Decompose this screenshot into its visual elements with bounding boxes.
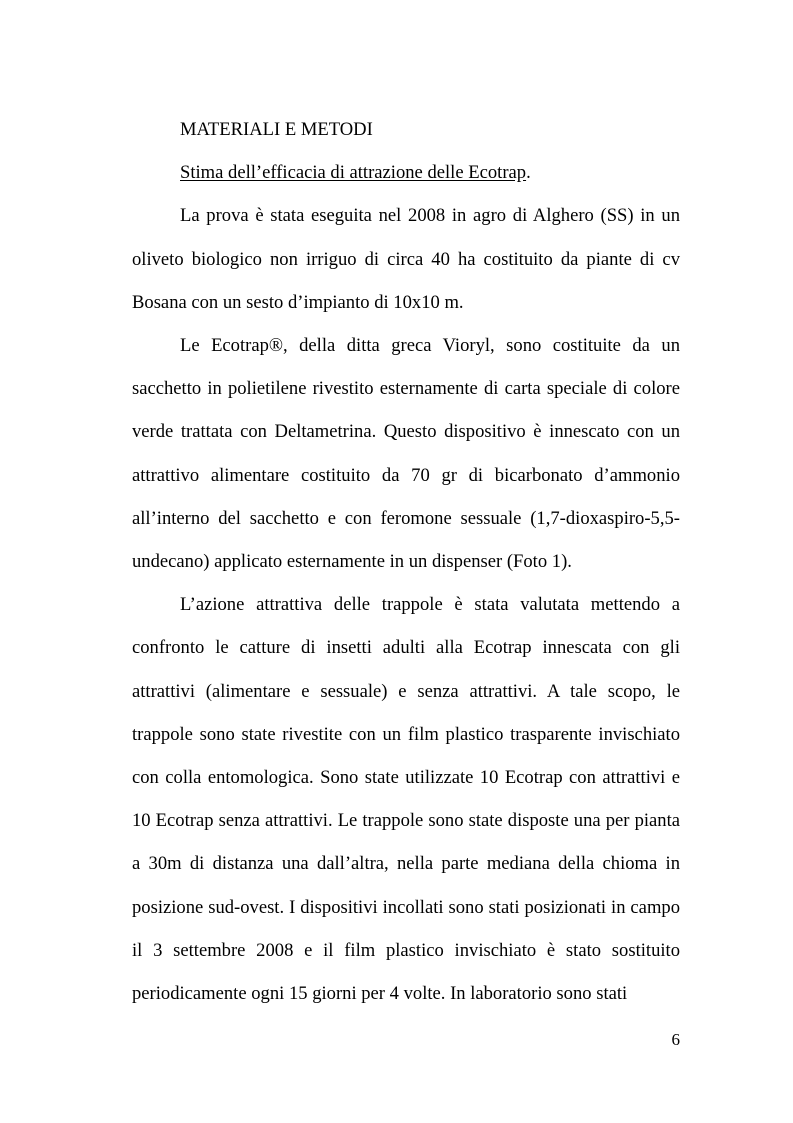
page-number: 6 <box>671 1030 680 1049</box>
paragraph-site-description: La prova è stata eseguita nel 2008 in agro di Alghero (SS) in un oliveto biologico non irriguo di circa 40 ha costituito da piante di cv Bosana con un sesto d’impianto di 10x10 m. <box>132 205 680 313</box>
body-text <box>132 108 680 1015</box>
paragraph-ecotrap-description: Le Ecotrap®, della ditta greca Vioryl, sono costituite da un sacchetto in polietilene rivestito esternamente di carta speciale di colore verde trattata con Deltametrina. Questo dispositivo è innescato con un attrattivo alimentare costituito da 70 gr di bicarbonato d’ammonio all’interno del sacchetto e con feromone sessuale (1,7-dioxaspiro-5,5-undecano) applicato esternamente in un dispenser (Foto 1). <box>132 335 680 573</box>
subsection-period: . <box>526 162 531 184</box>
subsection-heading <box>132 151 680 194</box>
section-heading: MATERIALI E METODI <box>180 119 373 140</box>
paragraph-attraction-method: L’azione attrattiva delle trappole è stata valutata mettendo a confronto le catture di insetti adulti alla Ecotrap innescata con gli attrattivi (alimentare e sessuale) e senza attrattivi. A tale scopo, le trappole sono state rivestite con un film plastico trasparente invischiato con colla entomologica. Sono state utilizzate 10 Ecotrap con attrattivi e 10 Ecotrap senza attrattivi. Le trappole sono state disposte una per pianta a 30m di distanza una dall’altra, nella parte mediana della chioma in posizione sud-ovest. I dispositivi incollati sono stati posizionati in campo il 3 settembre 2008 e il film plastico invischiato è stato sostituito periodicamente ogni 15 giorni per 4 volte. In laboratorio sono stati <box>132 594 680 1005</box>
subsection-title: Stima dell’efficacia di attrazione delle Ecotrap <box>180 162 527 184</box>
